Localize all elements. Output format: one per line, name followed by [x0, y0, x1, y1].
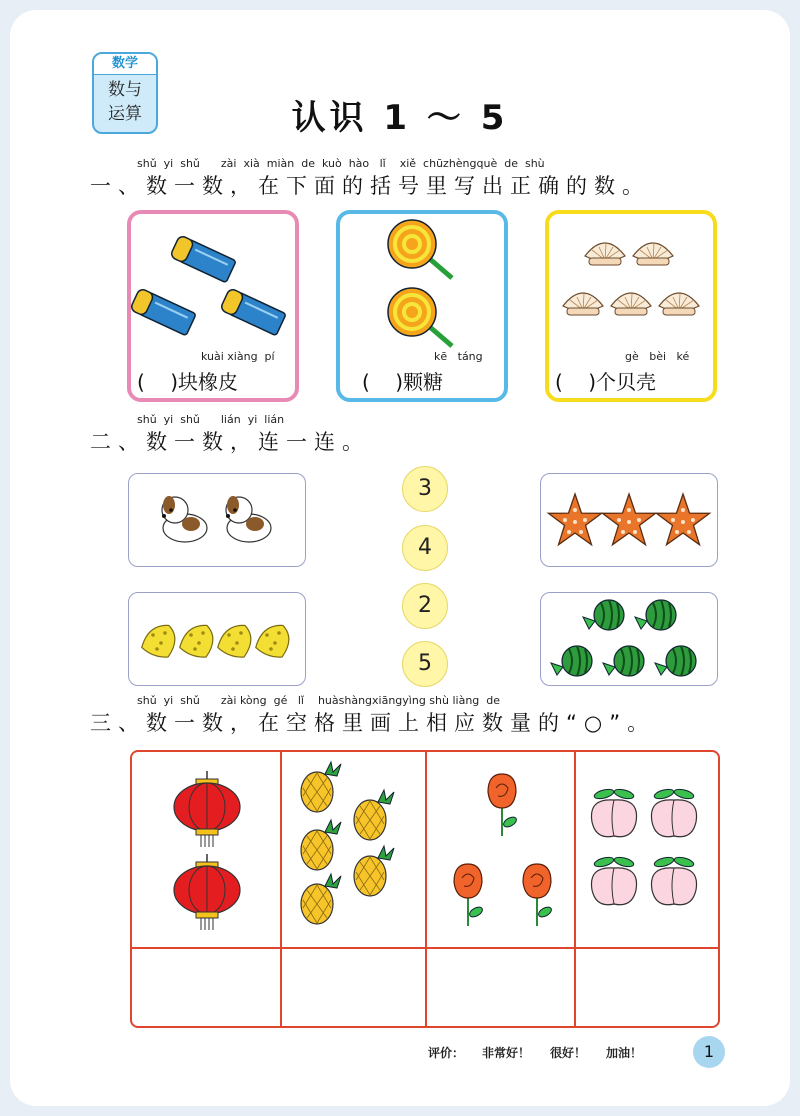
section3-heading: 三、数一数，在空格里画上相应数量的“○”。	[90, 711, 656, 735]
eraser-answer-line: ( )块橡皮	[137, 370, 239, 394]
rose-icon	[523, 864, 553, 926]
grid-pictures	[132, 752, 718, 947]
lantern-icon	[174, 771, 240, 847]
candy-pinyin: kē táng	[434, 350, 483, 363]
peach-icon	[591, 856, 636, 905]
starfish-icon	[656, 494, 709, 545]
pineapple-icon	[301, 762, 341, 812]
shell-box	[545, 210, 717, 402]
section2-pinyin: shǔ yi shǔ lián yi lián	[137, 413, 285, 426]
puppy-icon	[162, 496, 207, 542]
good-label: 很好！	[550, 1046, 587, 1060]
shell-answer-line: ( )个贝壳	[555, 370, 657, 394]
badge-line1: 数与	[108, 80, 142, 100]
number-circle-2[interactable]: 2	[402, 583, 448, 629]
number-circle-4[interactable]: 4	[402, 525, 448, 571]
eraser-picture	[131, 214, 295, 344]
pineapple-icon	[354, 790, 394, 840]
very-good-label: 非常好！	[482, 1046, 531, 1060]
lollipop-picture	[340, 214, 504, 344]
pineapple-icon	[301, 874, 341, 924]
puppy-icon	[226, 496, 271, 542]
evaluation-bar	[428, 1044, 642, 1061]
rose-icon	[488, 774, 518, 836]
puppy-picture	[129, 474, 305, 566]
pineapple-icon	[301, 820, 341, 870]
durian-icon	[141, 619, 180, 660]
puppy-frame[interactable]	[128, 473, 306, 567]
page-title: 认识 1 ～ 5	[291, 98, 509, 138]
eval-label: 评价：	[428, 1046, 465, 1060]
watermelon-frame[interactable]	[540, 592, 718, 686]
drawing-grid	[130, 750, 720, 1028]
watermelon-icon	[635, 600, 676, 630]
keep-going-label: 加油！	[606, 1046, 643, 1060]
eraser-pinyin: kuài xiàng pí	[201, 350, 275, 363]
number-circle-3[interactable]: 3	[402, 466, 448, 512]
answer-cell-lantern[interactable]	[132, 949, 280, 1025]
page-number: 1	[693, 1036, 725, 1068]
peach-icon	[651, 856, 696, 905]
pineapple-icon	[354, 846, 394, 896]
peach-icon	[651, 788, 696, 837]
shell-icon	[611, 293, 651, 315]
shell-pinyin: gè bèi ké	[625, 350, 690, 363]
candy-box	[336, 210, 508, 402]
peach-icon	[591, 788, 636, 837]
answer-cell-pineapple[interactable]	[282, 949, 425, 1025]
starfish-icon	[548, 494, 601, 545]
candy-answer-line: ( )颗糖	[362, 370, 444, 394]
watermelon-icon	[603, 646, 644, 676]
durian-icon	[255, 619, 294, 660]
section1-heading: 一、数一数，在下面的括号里写出正确的数。	[90, 174, 650, 198]
badge-subject: 数学	[94, 54, 156, 75]
rose-icon	[454, 864, 484, 926]
durian-icon	[217, 619, 256, 660]
starfish-frame[interactable]	[540, 473, 718, 567]
shell-icon	[585, 243, 625, 265]
section1-pinyin: shǔ yi shǔ zài xià miàn de kuò hào lǐ xiě chūzhèngquè de shù	[137, 157, 545, 170]
durian-picture	[129, 593, 305, 685]
starfish-icon	[602, 494, 655, 545]
shell-icon	[563, 293, 603, 315]
starfish-picture	[541, 474, 717, 566]
eraser-box	[127, 210, 299, 402]
answer-cell-peach[interactable]	[576, 949, 718, 1025]
number-circle-5[interactable]: 5	[402, 641, 448, 687]
durian-icon	[179, 619, 218, 660]
watermelon-icon	[655, 646, 696, 676]
section3-pinyin: shǔ yi shǔ zài kòng gé lǐ huàshàngxiāngyìng shù liàng de	[137, 694, 501, 707]
watermelon-icon	[551, 646, 592, 676]
lantern-icon	[174, 854, 240, 930]
answer-cell-rose[interactable]	[427, 949, 574, 1025]
shell-icon	[659, 293, 699, 315]
section2-heading: 二、数一数，连一连。	[90, 430, 370, 454]
shell-icon	[633, 243, 673, 265]
watermelon-picture	[541, 593, 717, 685]
watermelon-icon	[583, 600, 624, 630]
durian-frame[interactable]	[128, 592, 306, 686]
badge-line2: 运算	[108, 104, 142, 124]
shell-picture	[549, 214, 713, 344]
